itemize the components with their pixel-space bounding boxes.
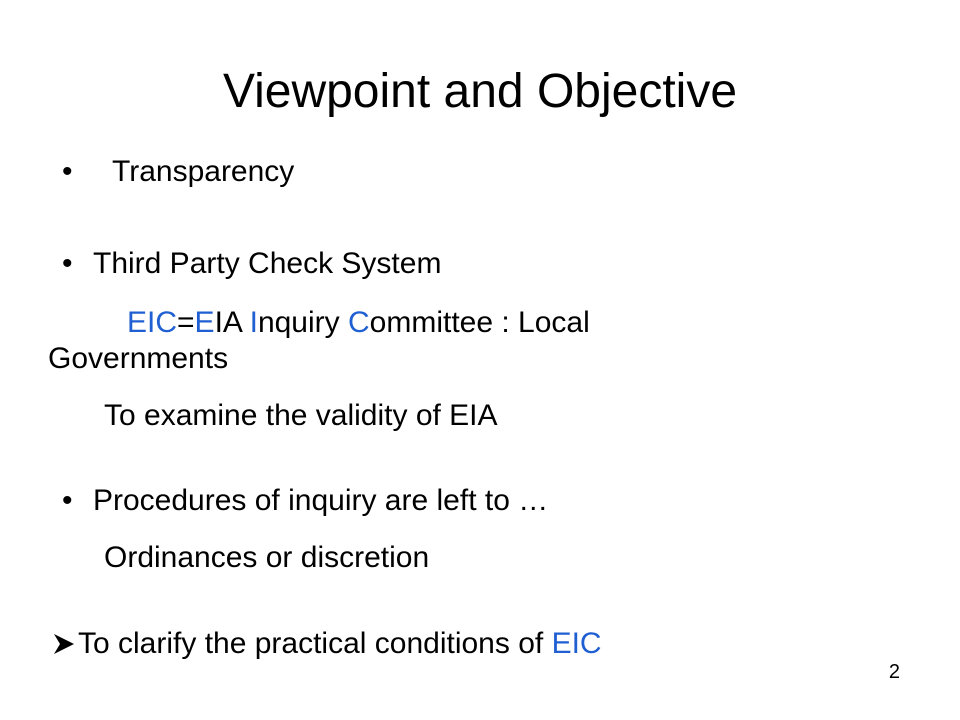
eic-equals: = [177,306,195,339]
eic-definition-continued: Governments [48,342,229,375]
eic-abbrev: EIC [127,306,178,339]
bullet-procedures: Procedures of inquiry are left to … [93,484,549,517]
conclusion-eic: EIC [551,627,602,660]
bullet-dot: • [62,247,73,280]
bullet-third-party: Third Party Check System [93,247,442,280]
slide-title: Viewpoint and Objective [222,65,738,118]
eic-letter-e: E [194,306,215,339]
eic-text-ommittee: ommittee : Local [369,306,590,339]
page-number: 2 [888,661,900,683]
bullet-dot: • [62,155,73,188]
bullet-transparency: Transparency [112,155,295,188]
arrow-bullet-icon [52,632,76,656]
conclusion-line [78,626,602,662]
eic-text-nquiry: nquiry [257,306,348,339]
bullet-dot: • [62,484,73,517]
sub-validity: To examine the validity of EIA [104,399,498,432]
sub-ordinances: Ordinances or discretion [104,541,430,574]
eic-definition [127,305,590,341]
eic-letter-c: C [347,306,370,339]
eic-letter-i: I [249,306,258,339]
eic-text-ia: IA [214,306,250,339]
conclusion-text: To clarify the practical conditions of [78,627,552,660]
